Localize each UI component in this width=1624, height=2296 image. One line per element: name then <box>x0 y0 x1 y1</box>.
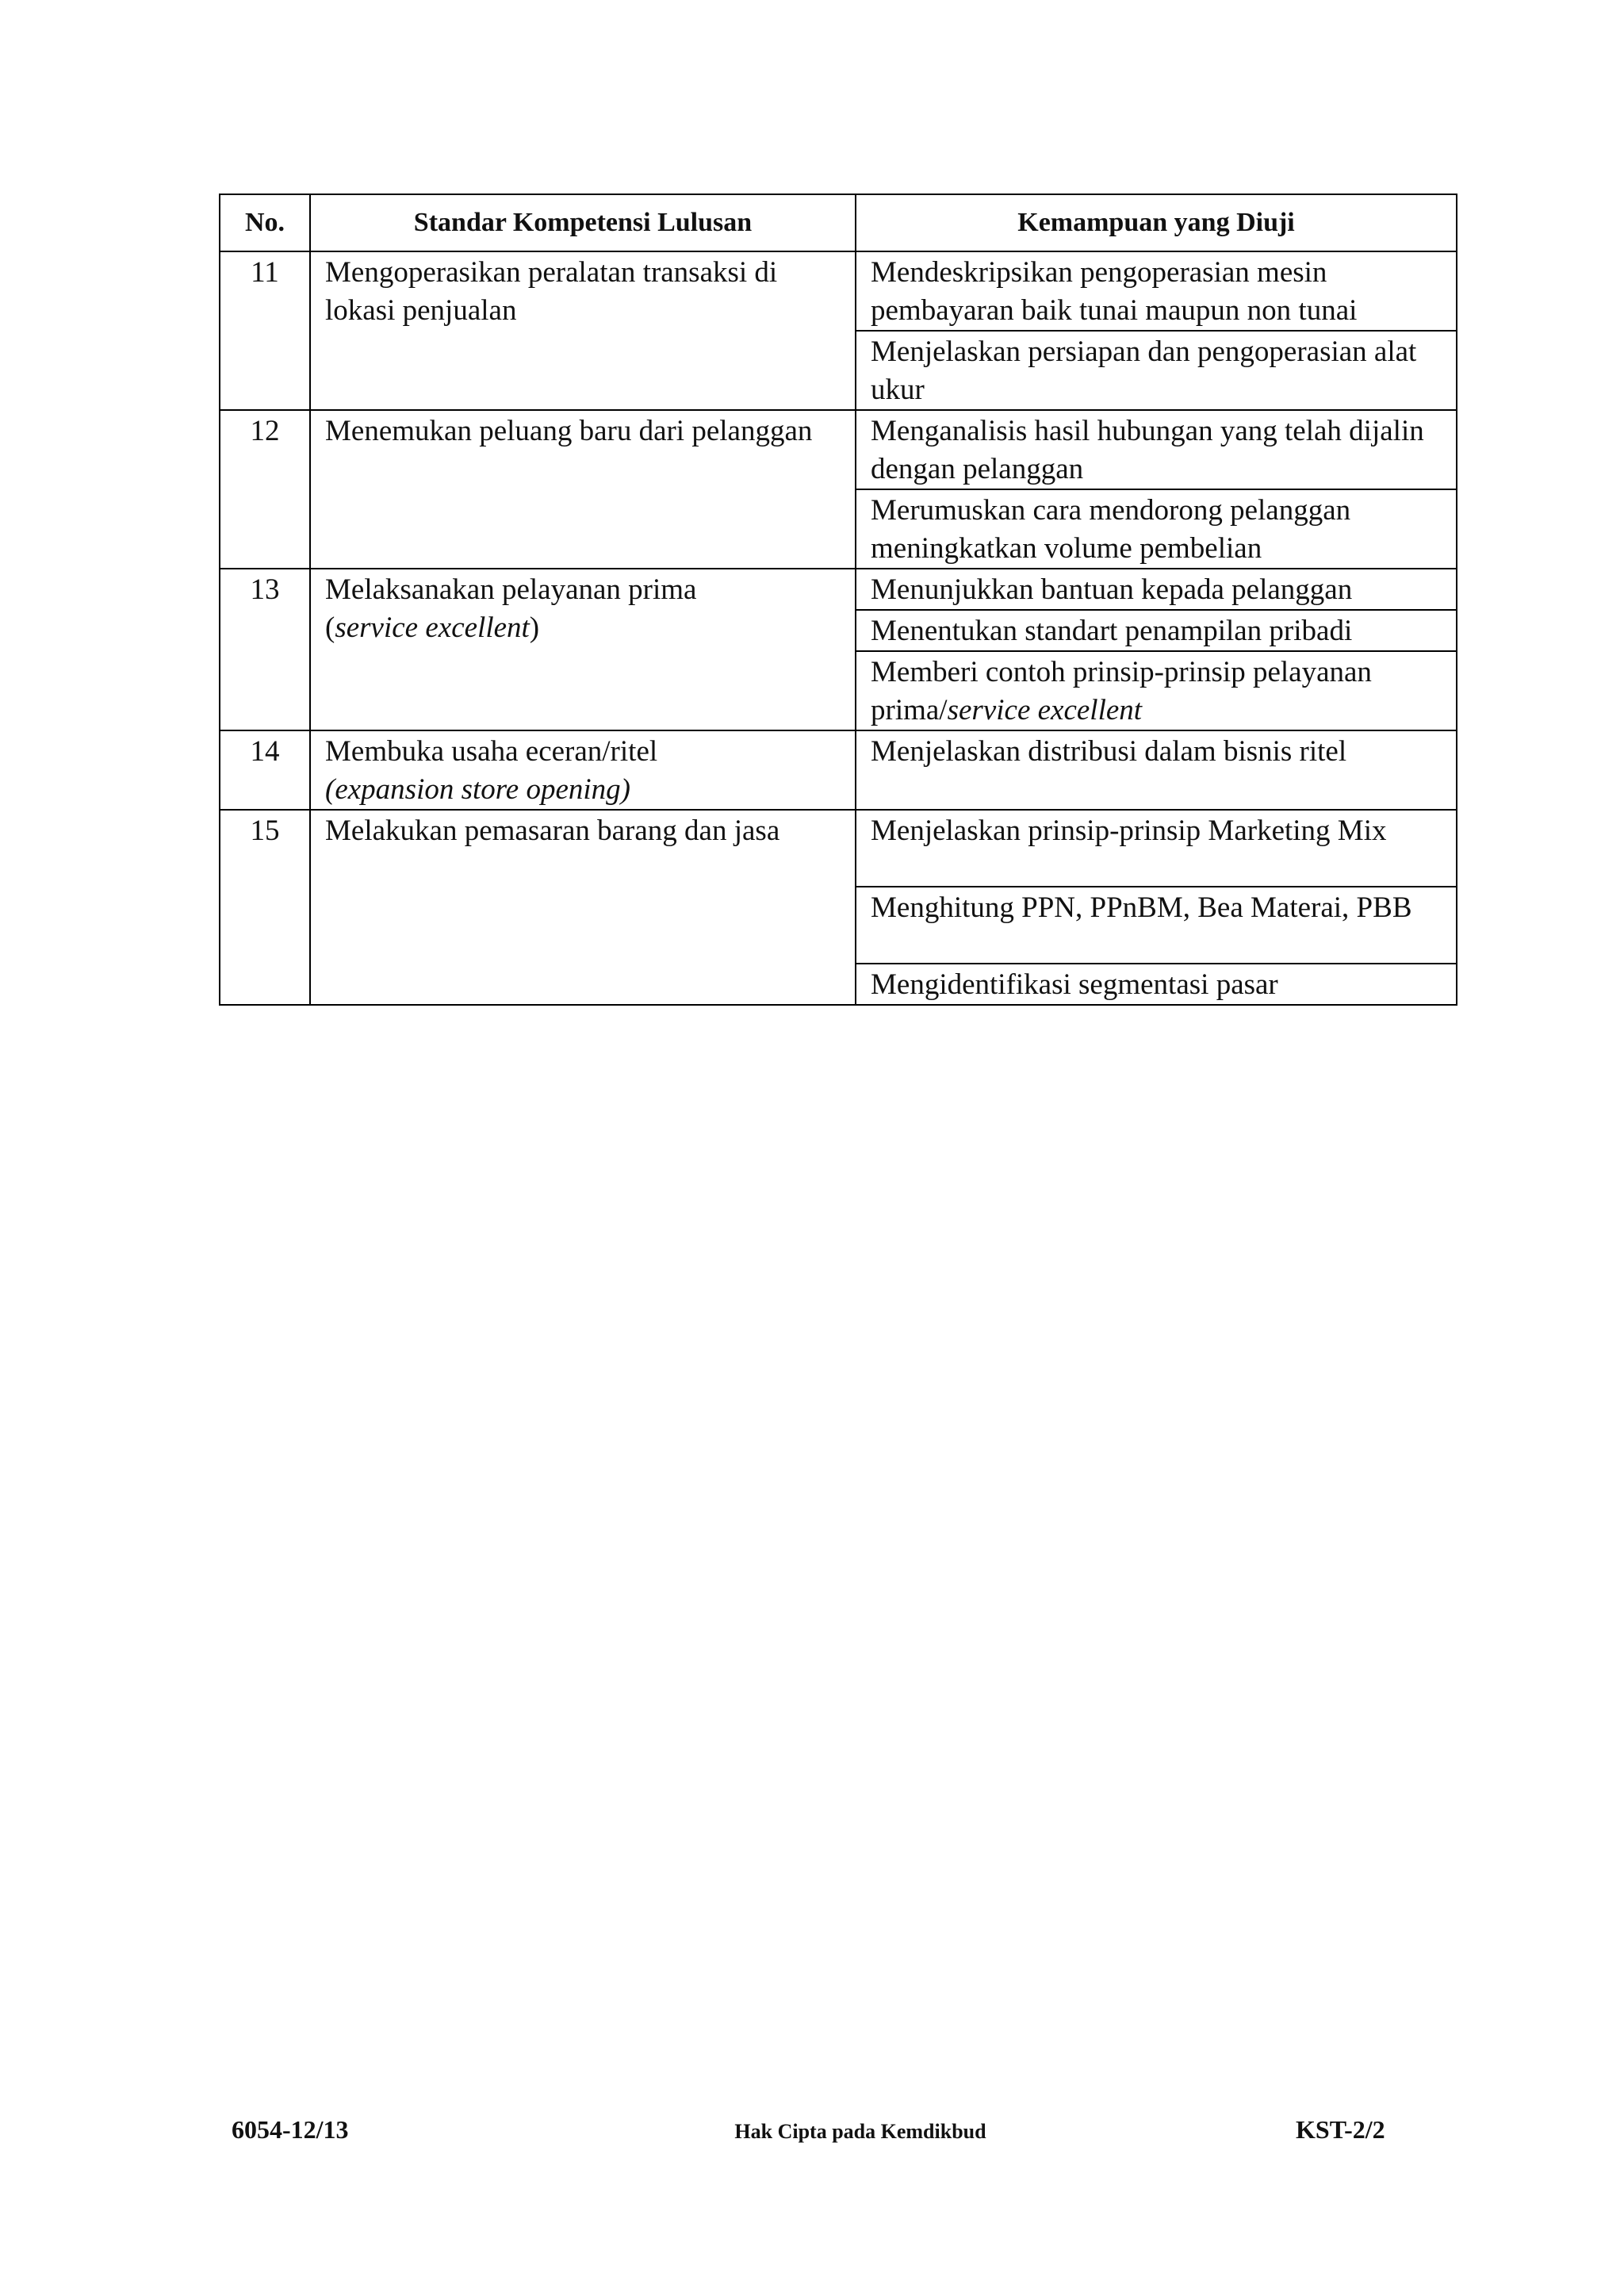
table-header-row <box>220 194 1457 251</box>
ability-cell: Mendeskripsikan pengoperasian mesin pembayaran baik tunai maupun non tunai <box>856 251 1457 331</box>
ability-cell: Menjelaskan persiapan dan pengoperasian alat ukur <box>856 331 1457 410</box>
ability-text: Memberi contoh prinsip-prinsip pelayanan prima/ <box>871 656 1372 726</box>
ability-cell <box>856 651 1457 730</box>
ability-italic-term: service excellent <box>947 694 1143 726</box>
row-number: 15 <box>220 810 310 1005</box>
table-row <box>220 251 1457 331</box>
standard-italic-term: service excellent <box>335 611 530 644</box>
ability-cell: Menunjukkan bantuan kepada pelanggan <box>856 569 1457 610</box>
table-row <box>220 569 1457 610</box>
standard-paren-open: ( <box>325 611 335 644</box>
ability-cell: Menjelaskan distribusi dalam bisnis ritel <box>856 730 1457 810</box>
standard-cell <box>310 730 856 810</box>
standard-cell: Menemukan peluang baru dari pelanggan <box>310 410 856 569</box>
ability-cell: Merumuskan cara mendorong pelanggan meningkatkan volume pembelian <box>856 489 1457 569</box>
row-number: 11 <box>220 251 310 410</box>
row-number: 14 <box>220 730 310 810</box>
competency-table <box>219 194 1457 1006</box>
table-row <box>220 810 1457 887</box>
standard-text: Membuka usaha eceran/ritel <box>325 735 658 768</box>
standard-italic-term: (expansion store opening) <box>325 773 630 806</box>
ability-cell: Menghitung PPN, PPnBM, Bea Materai, PBB <box>856 887 1457 964</box>
footer-document-code: 6054-12/13 <box>232 2115 349 2144</box>
standard-cell: Mengoperasikan peralatan transaksi di lokasi penjualan <box>310 251 856 410</box>
row-number: 13 <box>220 569 310 730</box>
header-no: No. <box>220 194 310 251</box>
header-ability: Kemampuan yang Diuji <box>856 194 1457 251</box>
standard-paren-close: ) <box>529 611 540 644</box>
footer-copyright: Hak Cipta pada Kemdikbud <box>734 2120 986 2143</box>
ability-cell: Menganalisis hasil hubungan yang telah dijalin dengan pelanggan <box>856 410 1457 489</box>
table-row <box>220 410 1457 489</box>
header-standard: Standar Kompetensi Lulusan <box>310 194 856 251</box>
table-row <box>220 730 1457 810</box>
footer-page-code: KST-2/2 <box>1296 2115 1385 2144</box>
standard-cell: Melakukan pemasaran barang dan jasa <box>310 810 856 1005</box>
ability-cell: Mengidentifikasi segmentasi pasar <box>856 964 1457 1005</box>
standard-cell <box>310 569 856 730</box>
standard-text: Melaksanakan pelayanan prima <box>325 573 697 606</box>
row-number: 12 <box>220 410 310 569</box>
ability-cell: Menentukan standart penampilan pribadi <box>856 610 1457 651</box>
ability-cell: Menjelaskan prinsip-prinsip Marketing Mix <box>856 810 1457 887</box>
